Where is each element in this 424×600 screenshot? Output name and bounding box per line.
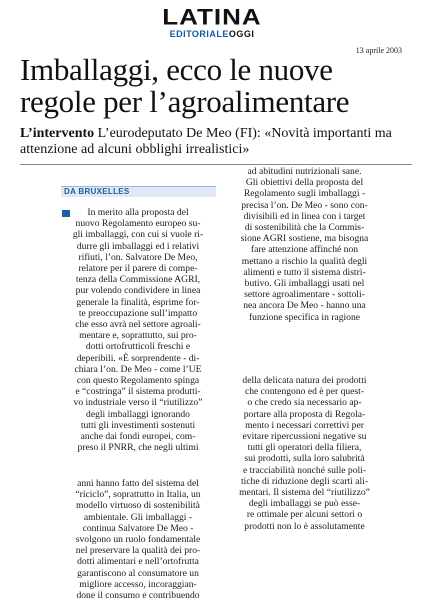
masthead [0,4,424,39]
article-column-2-continued: della delicata natura dei prodotti che contengono ed è per quest- o che credo sia necessario ap- portare alla proposta di Regola- mento i necessari correttivi per evitare ripercussioni negative su tutti gli operatori della filiera, sui prodotti, sulla loro salubrità e tracciabilità nonché sulle poli- tiche di riduzione degli scarti ali- mentari. Il sistema del “riutilizzo” degli imballaggi se può esse- re ottimale per alcuni settori o prodotti non lo è assolutamente [239,375,370,532]
subheadline-kicker: L’intervento [20,126,95,141]
newspaper-subtitle-editoriale: EDITORIALE [169,29,229,39]
article-column-1-continued: anni hanno fatto del sistema del “riciclo”, soprattutto in Italia, un modello virtuoso di sostenibilità ambientale. Gli imballaggi - continua Salvatore De Meo - svolgono un ruolo fondamentale nel preservare la qualità dei pro- dotti alimentari e nell’ortofrutta garantiscono al consumatore un migliore accesso, incoraggian- done il consumo e contribuendo [75,478,201,600]
newspaper-title: LATINA [162,4,262,30]
headline-line-2: regole per l’agroalimentare [20,84,350,119]
section-tag [61,186,216,197]
article-column-1: In merito alla proposta del nuovo Regolamento europeo su- gli imballaggi, con cui si vuole ri- durre gli imballaggi ed i relativi rifiuti, l’on. Salvatore De Meo, relatore per il parere di compe- tenza della Commissione AGRI, pur volendo condividere in linea generale la finalità, esprime for- te preoccupazione sull’impatto che esso avrà nel settore agroali- mentare e, soprattutto, sui pro- dotti ortofrutticoli freschi e deperibili. «È sorprendente - di- chiara l’on. De Meo - come l’UE con questo Regolamento spinga e “costringa” il sistema produtti- vo industriale verso il “riutilizzo” degli imballaggi ignorando tutti gli investimenti sostenuti anche dai fondi europei, com- preso il PNRR, che negli ultimi [72,207,204,454]
publication-date: 13 aprile 2003 [355,46,402,55]
newspaper-subtitle [0,29,424,39]
headline [20,54,410,118]
newspaper-subtitle-oggi: OGGI [228,29,255,39]
headline-line-1: Imballaggi, ecco le nuove [20,52,333,87]
subheadline-text: L’eurodeputato De Meo (FI): «Novità importanti ma attenzione ad alcuni obblighi irrealistici» [20,126,392,157]
section-tag-label: DA BRUXELLES [64,187,130,196]
divider [20,164,412,165]
subheadline [20,126,412,158]
article-column-2: ad abitudini nutrizionali sane. Gli obiettivi della proposta del Regolamento sugli imballaggi - precisa l’on. De Meo - sono con- divisibili ed in linea con i target di sostenibilità che la Commis- sione AGRI sostiene, ma bisogna fare attenzione affinché non mettano a rischio la qualità degli alimenti e tutto il sistema distri- butivo. Gli imballaggi usati nel settore agroalimentare - sottoli- nea ancora De Meo - hanno una funzione specifica in ragione [240,166,369,323]
